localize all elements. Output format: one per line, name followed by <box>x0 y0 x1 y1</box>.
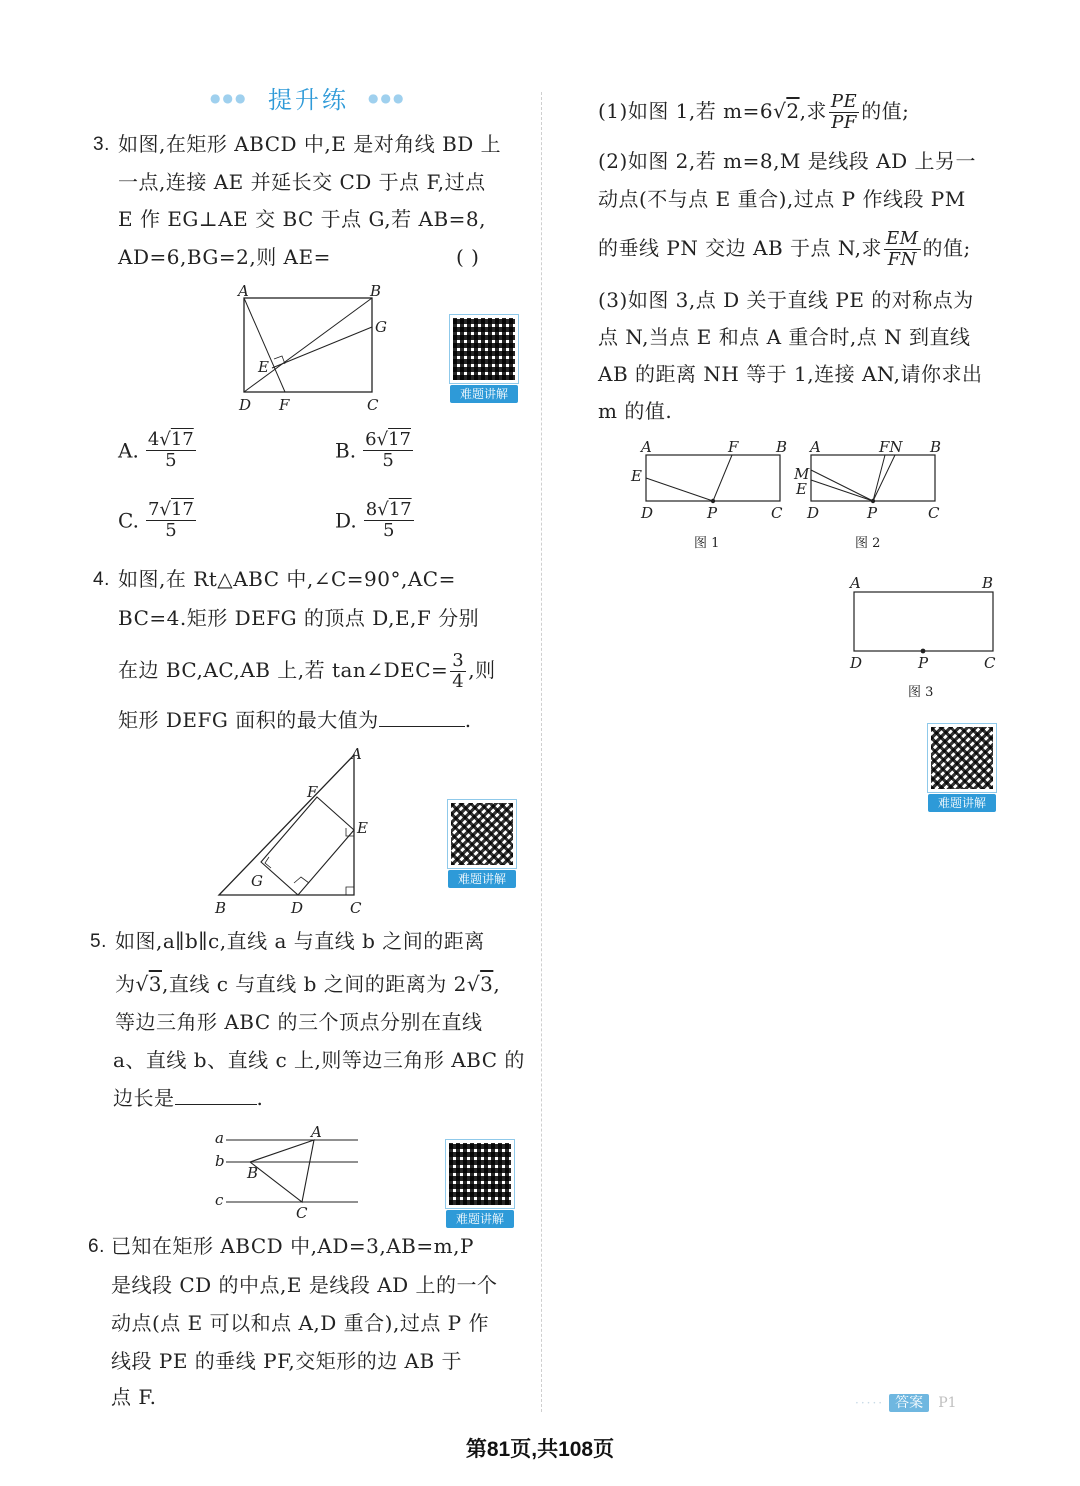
q3-option-a[interactable]: A. $\frac{4√17}{5}$ <box>118 429 194 471</box>
q4-line-3 <box>118 648 496 692</box>
q6-part-2-line-2: 动点(不与点 E 重合),过点 P 作线段 PM <box>598 187 966 211</box>
q5-line-3: 等边三角形 ABC 的三个顶点分别在直线 <box>115 1010 483 1034</box>
column-divider <box>541 92 542 1412</box>
option-den: 5 <box>165 520 177 541</box>
q5-line-5-text: 边长是 <box>113 1086 175 1110</box>
q3-number: 3. <box>93 134 110 155</box>
q6-line-2: 是线段 CD 的中点,E 是线段 AD 上的一个 <box>111 1273 498 1297</box>
q6-figure-2 <box>793 435 953 555</box>
q4-line-3-text: 在边 BC,AC,AB 上,若 tan∠DEC= <box>118 658 449 682</box>
q3-figure <box>232 280 402 415</box>
q5-qr-code[interactable] <box>446 1140 514 1228</box>
q5-line-2-a: 为 <box>115 972 136 996</box>
q5-radicand-1: 3 <box>148 972 162 996</box>
q3-line-3: E 作 EG⊥AE 交 BC 于点 G,若 AB=8, <box>118 207 487 231</box>
q4-qr-code[interactable] <box>448 800 516 888</box>
q6-line-5: 点 F. <box>111 1385 157 1409</box>
q6-part-2-line-3-a: 的垂线 PN 交边 AB 于点 N,求 <box>598 236 882 260</box>
q6-part-2-den: FN <box>887 249 917 270</box>
q6-line-1: 已知在矩形 ABCD 中,AD=3,AB=m,P <box>111 1234 474 1258</box>
q5-label-c: C <box>296 1204 308 1222</box>
q5-line-2-c: , <box>493 972 501 996</box>
option-den: 5 <box>165 450 177 471</box>
section-title: 提升练 <box>268 86 349 114</box>
q6-number: 6. <box>88 1236 105 1257</box>
q3-label-f: F <box>279 396 290 414</box>
q4-line-4 <box>118 708 472 732</box>
q4-figure <box>205 745 375 920</box>
option-den: 5 <box>382 520 395 541</box>
q4-frac-num: 3 <box>452 650 465 671</box>
decor-dots-left: ●●● <box>210 91 248 105</box>
option-radicand: 17 <box>170 499 194 520</box>
option-coef: 4 <box>147 429 160 450</box>
fig1-label-e: E <box>631 467 642 485</box>
fig3-label-p: P <box>918 654 929 672</box>
q6-part-2-line-3-b: 的值; <box>922 236 971 260</box>
fig1-caption: 图 1 <box>694 536 720 551</box>
qr-label: 难题讲解 <box>446 1210 514 1228</box>
q3-line-4: AD=6,BG=2,则 AE= <box>118 245 331 269</box>
q6-part-1-a: (1)如图 1,若 m=6 <box>598 99 774 123</box>
q4-line-3-end: ,则 <box>468 658 496 682</box>
q6-qr-code[interactable] <box>928 724 996 812</box>
q4-label-c: C <box>350 899 362 917</box>
qr-code-icon <box>450 315 518 383</box>
option-letter: B. <box>335 438 357 463</box>
q4-answer-blank[interactable] <box>379 708 465 727</box>
q4-label-f: F <box>307 783 318 801</box>
q6-line-4: 线段 PE 的垂线 PF,交矩形的边 AB 于 <box>111 1349 463 1373</box>
q3-label-d: D <box>239 396 252 414</box>
fig2-label-a: A <box>810 438 821 456</box>
fig3-caption: 图 3 <box>908 685 934 700</box>
fig2-label-p: P <box>867 504 878 522</box>
page-reference: P1 <box>938 1395 957 1411</box>
q5-label-a: A <box>311 1123 322 1141</box>
q5-radicand-2: 3 <box>480 972 494 996</box>
fig1-label-f: F <box>728 438 739 456</box>
fig2-caption: 图 2 <box>855 536 881 551</box>
fig3-label-b: B <box>982 574 994 592</box>
q4-label-a: A <box>351 745 362 763</box>
fig3-label-c: C <box>984 654 996 672</box>
q3-label-g: G <box>375 318 387 336</box>
q5-label-line-a: a <box>215 1129 224 1147</box>
q5-line-2: 为√3,直线 c 与直线 b 之间的距离为 2√3, <box>115 972 501 996</box>
q6-part-1-num: PE <box>830 91 858 112</box>
q6-figure-3 <box>838 570 1008 705</box>
q3-line-2: 一点,连接 AE 并延长交 CD 于点 F,过点 <box>118 170 486 194</box>
fig1-label-b: B <box>776 438 788 456</box>
q3-option-b[interactable]: B. $\frac{6√17}{5}$ <box>335 429 411 471</box>
q4-line-1: 如图,在 Rt△ABC 中,∠C=90°,AC= <box>118 567 456 591</box>
q6-part-1-c: 的值; <box>861 99 910 123</box>
fig1-label-p: P <box>707 504 718 522</box>
q5-line-4: a、直线 b、直线 c 上,则等边三角形 ABC 的 <box>113 1048 525 1072</box>
q4-line-2: BC=4.矩形 DEFG 的顶点 D,E,F 分别 <box>118 606 480 630</box>
q6-part-1-radicand: 2 <box>786 99 800 123</box>
page-footer: 第81页,共108页 <box>465 1438 615 1461</box>
q6-part-1: (1)如图 1,若 m=6√2,求 $\frac{PE}{PF}$ 的值; <box>598 91 910 133</box>
q4-label-e: E <box>357 819 368 837</box>
answer-label: 答案 <box>889 1394 929 1412</box>
q6-part-1-b: ,求 <box>799 99 827 123</box>
section-header <box>210 80 410 114</box>
option-coef: 6 <box>365 429 377 450</box>
q5-line-2-b: ,直线 c 与直线 b 之间的距离为 2 <box>161 972 467 996</box>
q6-part-3-line-4: m 的值. <box>598 399 673 423</box>
option-den: 5 <box>382 450 394 471</box>
q6-figure-1 <box>628 435 793 555</box>
q5-line-5-end: . <box>256 1086 264 1110</box>
q4-frac-den: 4 <box>452 671 465 692</box>
decor-dots-right: ●●● <box>368 91 406 105</box>
q4-label-b: B <box>215 899 227 917</box>
fig2-label-e: E <box>796 480 807 498</box>
q5-label-line-b: b <box>215 1152 225 1170</box>
fig2-label-m: M <box>794 465 810 483</box>
q4-label-g: G <box>251 872 263 890</box>
answer-dots: ····· <box>855 1396 885 1410</box>
q3-qr-code[interactable] <box>450 315 518 403</box>
qr-code-icon <box>448 800 516 868</box>
fig1-label-c: C <box>771 504 783 522</box>
qr-label: 难题讲解 <box>448 870 516 888</box>
q5-line-5 <box>113 1086 263 1110</box>
q3-line-1: 如图,在矩形 ABCD 中,E 是对角线 BD 上 <box>118 132 502 156</box>
fig2-label-fn: FN <box>879 438 903 456</box>
answer-tab[interactable] <box>855 1392 957 1414</box>
q6-part-2-line-3 <box>598 225 971 271</box>
q4-number: 4. <box>93 569 110 590</box>
q3-label-c: C <box>367 396 379 414</box>
q3-label-a: A <box>238 282 249 300</box>
q6-line-3: 动点(点 E 可以和点 A,D 重合),过点 P 作 <box>111 1311 489 1335</box>
q5-figure <box>210 1122 370 1227</box>
q3-label-e: E <box>258 358 269 376</box>
q6-part-1-den: PF <box>831 112 857 133</box>
q5-label-b: B <box>247 1164 259 1182</box>
fig2-label-d: D <box>807 504 820 522</box>
q6-part-3-line-3: AB 的距离 NH 等于 1,连接 AN,请你求出 <box>598 362 983 386</box>
fig1-label-a: A <box>641 438 652 456</box>
option-radicand: 17 <box>388 429 411 450</box>
qr-label: 难题讲解 <box>450 385 518 403</box>
q5-line-1: 如图,a∥b∥c,直线 a 与直线 b 之间的距离 <box>115 929 485 953</box>
option-coef: 8 <box>365 499 378 520</box>
q3-label-b: B <box>370 282 382 300</box>
qr-code-icon <box>928 724 996 792</box>
q5-label-line-c: c <box>215 1191 224 1209</box>
fig2-label-c: C <box>928 504 940 522</box>
q5-answer-blank[interactable] <box>175 1086 257 1105</box>
q3-option-d[interactable]: D. $\frac{8√17}{5}$ <box>335 499 412 541</box>
fig3-label-d: D <box>850 654 863 672</box>
qr-code-icon <box>446 1140 514 1208</box>
q6-part-2-line-1: (2)如图 2,若 m=8,M 是线段 AD 上另一 <box>598 149 976 173</box>
q6-part-3-line-2: 点 N,当点 E 和点 A 重合时,点 N 到直线 <box>598 325 971 349</box>
option-letter: A. <box>118 438 139 463</box>
q4-line-4-end: . <box>464 708 472 732</box>
option-coef: 7 <box>148 499 160 520</box>
q3-answer-paren: ( ) <box>456 245 480 269</box>
option-radicand: 17 <box>388 499 412 520</box>
fig1-label-d: D <box>641 504 654 522</box>
q5-number: 5. <box>90 931 107 952</box>
qr-label: 难题讲解 <box>928 794 996 812</box>
option-letter: D. <box>335 508 357 533</box>
q6-part-3-line-1: (3)如图 3,点 D 关于直线 PE 的对称点为 <box>598 288 974 312</box>
q3-option-c[interactable]: C. $\frac{7√17}{5}$ <box>118 499 194 541</box>
q4-label-d: D <box>291 899 304 917</box>
fig2-label-b: B <box>930 438 942 456</box>
option-radicand: 17 <box>170 429 194 450</box>
fig3-label-a: A <box>850 574 861 592</box>
q4-line-4-text: 矩形 DEFG 面积的最大值为 <box>118 708 379 732</box>
option-letter: C. <box>118 508 139 533</box>
q6-part-2-num: EM <box>885 228 919 249</box>
